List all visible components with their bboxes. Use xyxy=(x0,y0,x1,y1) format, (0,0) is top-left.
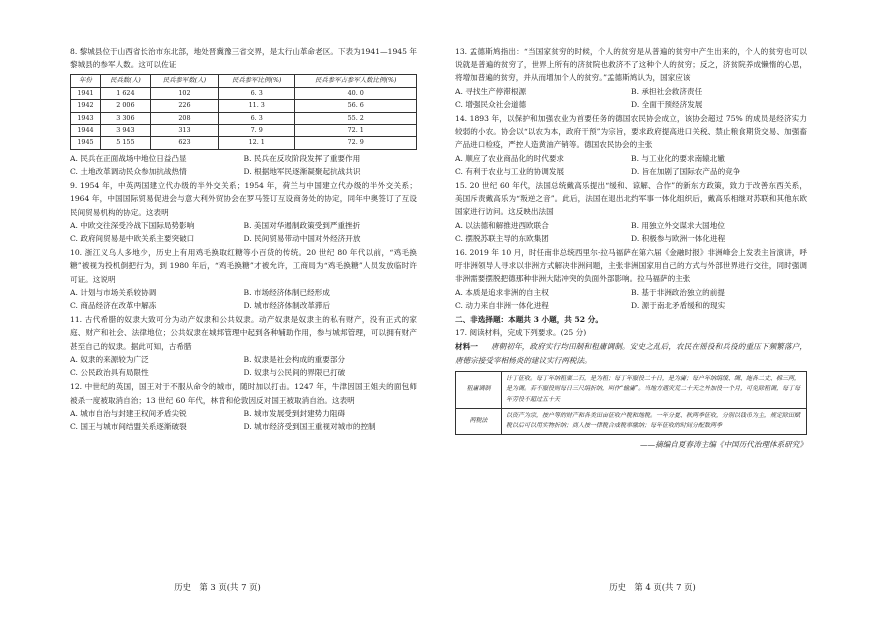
table-cell: 72. 9 xyxy=(295,137,417,149)
option-b[interactable]: B. 市场经济体制已经形成 xyxy=(243,287,330,297)
page-footer: 历史 第 4 页(共 7 页) xyxy=(609,582,696,592)
option-d[interactable]: D. 根据地军民逐渐凝聚起抗战共识 xyxy=(243,167,361,177)
table-cell: 1945 xyxy=(71,137,101,149)
question-14-stem: 14. 1893 年，以保护和加强农业为首要任务的德国农民协会成立，该协会超过 75% 的成员是经济实力较弱的小农。协会以“以农为本，政府干预”为宗旨，要求政府提高进口关税、禁止粮食期货交易、加强畜产品进口检疫，严控人造黄油产销等。德国农民协会的主张 xyxy=(455,114,807,150)
table-cell: 1942 xyxy=(71,100,101,112)
table-cell: 12. 1 xyxy=(218,137,295,149)
table-cell: 两税法 xyxy=(456,408,502,434)
question-17-stem: 17. 阅读材料，完成下列要求。(25 分) xyxy=(455,328,587,338)
option-c[interactable]: C. 商品经济在改革中解冻 xyxy=(70,301,157,311)
option-a[interactable]: A. 本质是追求非洲的自主权 xyxy=(455,287,549,297)
option-c[interactable]: C. 动力来自非洲一体化进程 xyxy=(455,300,549,310)
option-b[interactable]: B. 用独立外交谋求大国地位 xyxy=(631,220,725,230)
material-source: ——摘编自夏春涛主编《中国历代治理体系研究》 xyxy=(639,439,807,449)
section-heading: 二、非选择题：本题共 3 小题，共 52 分。 xyxy=(455,315,603,325)
question-14 xyxy=(455,112,807,178)
question-10 xyxy=(70,246,417,312)
option-c[interactable]: C. 国王与城市间结盟关系逐渐破裂 xyxy=(70,421,187,431)
table-header-row xyxy=(71,75,417,87)
option-b[interactable]: B. 美国对华遏制政策受到严重挫折 xyxy=(243,220,361,230)
option-a[interactable]: A. 寻找生产停滞根源 xyxy=(455,86,527,96)
option-d[interactable]: D. 源于南北矛盾缓和的现实 xyxy=(631,300,726,310)
question-8-stem: 8. 黎城县位于山西省长治市东北部，地处晋冀豫三省交界，是太行山革命老区。下表为1941—1945 年黎城县的参军人数。这可以佐证 xyxy=(70,47,417,70)
question-13-options xyxy=(455,85,807,111)
table-cell: 1941 xyxy=(71,87,101,99)
option-d[interactable]: D. 旨在加剧了国际农产品的竞争 xyxy=(631,166,741,176)
option-d[interactable]: D. 城市经济体制改革滞后 xyxy=(243,301,331,311)
table-cell: 以资产为宗，按户等的财产和各类田亩征收户税和地税。一年分夏、秋两季征收，分别以钱币为主，规定除田赋税以后可以用实物折纳；商人按一律税合成税率缴纳；每年征收的时间分配数两季 xyxy=(502,408,807,434)
question-14-options xyxy=(455,152,807,178)
table-header: 民兵参军比例(%) xyxy=(218,75,295,87)
table-cell: 226 xyxy=(150,100,218,112)
option-b[interactable]: B. 城市发展受到封建势力阻碍 xyxy=(243,408,346,418)
option-c[interactable]: C. 土地改革调动民众参加抗战热情 xyxy=(70,167,187,177)
question-15 xyxy=(455,179,807,245)
option-c[interactable]: C. 摆脱苏联主导的东欧集团 xyxy=(455,233,549,243)
option-a[interactable]: A. 中欧交往深受冷战下国际局势影响 xyxy=(70,220,195,230)
material-one xyxy=(455,340,807,366)
question-13-stem: 13. 孟德斯鸠指出：“当国家贫穷的时候，个人的贫穷是从普遍的贫穷中产生出来的，个人的贫穷也可以说就是普遍的贫穷了，世界上所有的济贫院也救济不了这种个人的贫穷；反之，济贫院养成懒惰的心思，将增加普遍的贫穷，并从而增加个人的贫穷。”孟德斯鸠认为，国家应该 xyxy=(455,47,807,83)
question-10-stem: 10. 浙江义乌人多地少，历史上有用鸡毛换取红糖等小百货的传统。20 世纪 80 年代以前，“鸡毛换糖”被视为投机倒把行为，到 1980 年后，“鸡毛换糖”才被允许，工商局为“鸡毛换糖”人员发放临时许可证。这说明 xyxy=(70,248,417,284)
option-b[interactable]: B. 承担社会救济责任 xyxy=(631,86,703,96)
question-17 xyxy=(455,326,807,451)
question-9-options xyxy=(70,219,417,245)
question-8 xyxy=(70,45,417,178)
table-row xyxy=(456,371,807,408)
question-8-options xyxy=(70,152,417,178)
question-11-stem: 11. 古代希腊的奴隶大致可分为动产奴隶和公共奴隶。动产奴隶是奴隶主的私有财产，没有正式的家庭、财产和社会、法律地位；公共奴隶在城邦管理中起到各种辅助作用，参与城邦管理，可以拥有财产甚至自己的奴隶。据此可知，古希腊 xyxy=(70,315,417,351)
option-a[interactable]: A. 以法德和解推进西欧联合 xyxy=(455,220,549,230)
question-8-table xyxy=(70,74,417,149)
question-12 xyxy=(70,380,417,433)
table-cell: 56. 6 xyxy=(295,100,417,112)
option-b[interactable]: B. 奴隶是社会构成的重要部分 xyxy=(243,354,346,364)
table-row xyxy=(71,112,417,124)
material-label: 材料一 xyxy=(455,342,479,352)
question-9-stem: 9. 1954 年，中英两国建立代办级的半外交关系；1954 年，荷兰与中国建立代办级的半外交关系；1964 年，中国国际贸易促进会与意大利外贸协会在罗马签订互设商务处的协定，同年中奥签订了互设民间贸易机构的协定。这表明 xyxy=(70,181,417,217)
table-cell: 计丁征收。每丁年纳租粟二石，是为租；每丁年服役二十日，是为庸；每户年纳绢绫、绸、絁各二丈、棉三两，是为调。若不服役则每日三尺绢折纳，叫作“输庸”。当地方遇灾荒二十天之外加役一个月，可免除租调，每丁每年劳役不超过五十天 xyxy=(502,371,807,408)
table-cell: 40. 0 xyxy=(295,87,417,99)
question-16-stem: 16. 2019 年 10 月，时任南非总统西里尔·拉马福萨在第六届《金融时报》非洲峰会上发表主旨演讲，呼吁非洲领导人寻求以非洲方式解决非洲问题，主张非洲国家用自己的方式与外部世界进行交往，同时强调非洲需要摆脱把德那种非洲大陆冲突的负面外部影响。拉马福萨的主张 xyxy=(455,248,807,284)
option-b[interactable]: B. 与工业化的要求南辕北辙 xyxy=(631,153,725,163)
table-row xyxy=(71,137,417,149)
question-12-options xyxy=(70,407,417,433)
question-16 xyxy=(455,246,807,312)
table-cell: 623 xyxy=(150,137,218,149)
option-d[interactable]: D. 全面干预经济发展 xyxy=(631,99,703,109)
option-c[interactable]: C. 政府间贸易是中欧关系主要突破口 xyxy=(70,234,195,244)
right-page xyxy=(435,0,870,630)
option-d[interactable]: D. 奴隶与公民间的界限已打破 xyxy=(243,368,346,378)
table-row xyxy=(71,100,417,112)
question-15-options xyxy=(455,219,807,245)
table-cell: 3 943 xyxy=(100,125,150,137)
table-row xyxy=(71,125,417,137)
option-d[interactable]: D. 民间贸易带动中国对外经济开放 xyxy=(243,234,361,244)
question-13 xyxy=(455,45,807,111)
table-cell: 102 xyxy=(150,87,218,99)
table-cell: 11. 3 xyxy=(218,100,295,112)
table-cell: 208 xyxy=(150,112,218,124)
table-cell: 3 306 xyxy=(100,112,150,124)
material-text: 唐朝初年，政府实行均田制和租庸调制。安史之乱后，农民在徭役和兵役的重压下频繁落户，唐德宗接受宰相杨炎的建议实行两税法。 xyxy=(455,342,808,365)
table-cell: 1943 xyxy=(71,112,101,124)
option-a[interactable]: A. 计划与市场关系较协调 xyxy=(70,287,157,297)
left-column xyxy=(70,45,417,434)
table-header: 年份 xyxy=(71,75,101,87)
question-9 xyxy=(70,179,417,245)
option-b[interactable]: B. 民兵在反攻阶段发挥了重要作用 xyxy=(243,153,361,163)
table-cell: 55. 2 xyxy=(295,112,417,124)
question-12-stem: 12. 中世纪的英国，国王对于不服从命令的城市，随时加以打击。1247 年，牛津因国王姐夫的面包师被杀一度被取消自治；13 世纪 60 年代，林肯和伦敦因反对国王被取消自治。这表明 xyxy=(70,382,417,405)
question-10-options xyxy=(70,286,417,312)
option-c[interactable]: C. 公民政治具有局限性 xyxy=(70,368,149,378)
table-cell: 1 624 xyxy=(100,87,150,99)
table-cell: 6. 3 xyxy=(218,87,295,99)
option-c[interactable]: C. 增强民众社会道德 xyxy=(455,99,527,109)
table-header: 民兵参军占参军人数比例(%) xyxy=(295,75,417,87)
right-column xyxy=(455,45,807,452)
option-c[interactable]: C. 有利于农业与工业的协调发展 xyxy=(455,166,565,176)
table-row xyxy=(456,408,807,434)
table-header: 民兵参军数(人) xyxy=(150,75,218,87)
option-b[interactable]: B. 基于非洲政治独立的前提 xyxy=(631,287,725,297)
table-cell: 72. 1 xyxy=(295,125,417,137)
table-cell: 6. 3 xyxy=(218,112,295,124)
table-cell: 2 006 xyxy=(100,100,150,112)
table-cell: 租庸调制 xyxy=(456,371,502,408)
question-16-options xyxy=(455,286,807,312)
tax-system-table xyxy=(455,371,807,435)
option-d[interactable]: D. 城市经济受到国王重视对城市的控制 xyxy=(243,421,376,431)
table-row xyxy=(71,87,417,99)
option-a[interactable]: A. 民兵在正面战场中地位日益凸显 xyxy=(70,153,187,163)
question-15-stem: 15. 20 世纪 60 年代，法国总统戴高乐提出“缓和、谅解、合作”的新东方政策，致力于改善东西关系，美国斥责戴高乐为“叛逆之音”。此后，法国在退出北约军事一体化组织后，戴高乐相继对苏联和其他东欧国家进行访问。这反映出法国 xyxy=(455,181,807,217)
table-cell: 313 xyxy=(150,125,218,137)
table-cell: 1944 xyxy=(71,125,101,137)
question-11 xyxy=(70,313,417,379)
table-header: 民兵数(人) xyxy=(100,75,150,87)
option-d[interactable]: D. 积极参与欧洲一体化进程 xyxy=(631,233,726,243)
option-a[interactable]: A. 奴隶的来源较为广泛 xyxy=(70,354,149,364)
page-footer: 历史 第 3 页(共 7 页) xyxy=(174,582,261,592)
option-a[interactable]: A. 顺应了农业商品化的时代要求 xyxy=(455,153,565,163)
table-cell: 5 155 xyxy=(100,137,150,149)
option-a[interactable]: A. 城市自治与封建王权间矛盾尖锐 xyxy=(70,408,187,418)
table-cell: 7. 9 xyxy=(218,125,295,137)
question-11-options xyxy=(70,353,417,379)
